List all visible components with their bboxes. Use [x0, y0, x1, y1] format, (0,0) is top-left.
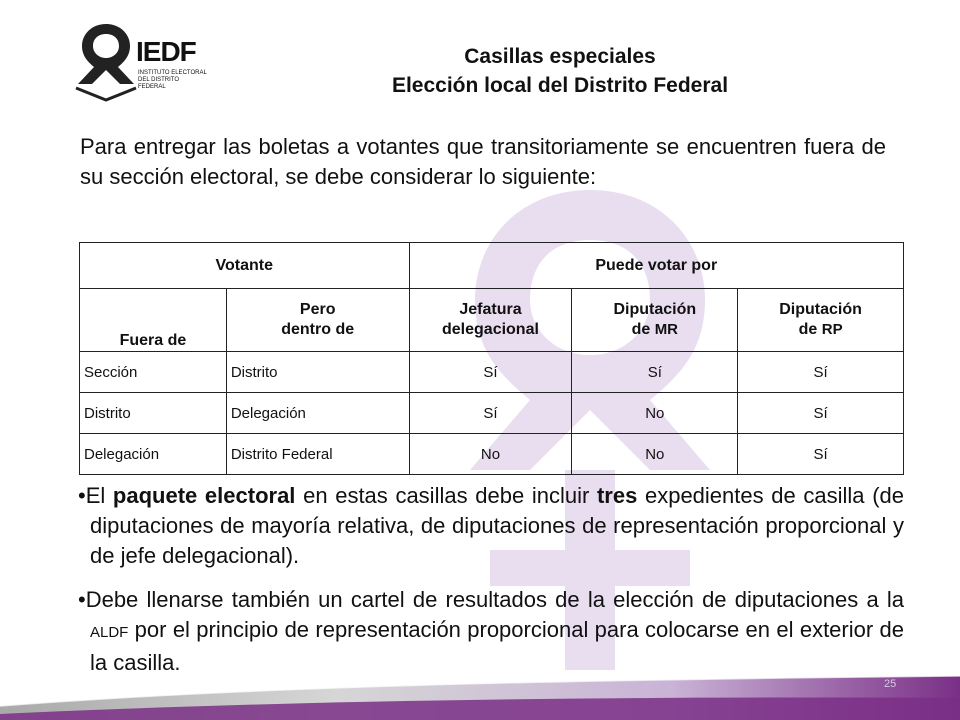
header-diputacion-rp: Diputación de RP [738, 289, 904, 352]
header-puede-votar-por: Puede votar por [409, 243, 903, 289]
slide-title: Casillas especiales Elección local del Distrito Federal [391, 45, 729, 97]
bullet-list [78, 481, 904, 692]
table-row [80, 393, 904, 434]
cell-dentro: Distrito Federal [226, 434, 409, 475]
cell-dentro: Delegación [226, 393, 409, 434]
cell-jefatura: No [409, 434, 572, 475]
header-fuera-de: Fuera de [80, 289, 227, 352]
cell-dentro: Distrito [226, 352, 409, 393]
cell-fuera: Distrito [80, 393, 227, 434]
logo-acronym: IEDF [136, 36, 196, 67]
cell-rp: Sí [738, 434, 904, 475]
cell-jefatura: Sí [409, 393, 572, 434]
iedf-logo [72, 18, 208, 102]
page-number: 25 [884, 678, 897, 690]
cell-mr: Sí [572, 352, 738, 393]
header-votante: Votante [80, 243, 410, 289]
cell-rp: Sí [738, 393, 904, 434]
cell-mr: No [572, 434, 738, 475]
logo-subtitle: INSTITUTO ELECTORAL DEL DISTRITO FEDERAL [138, 70, 207, 90]
bullet-paquete-electoral: •El paquete electoral en estas casillas debe incluir tres expedientes de casilla (de diputaciones de mayoría relativa, de diputaciones de representación proporcional y de jefe delegacional). [78, 483, 904, 568]
header-diputacion-mr: Diputación de MR [572, 289, 738, 352]
header-pero-dentro-de: Pero dentro de [226, 289, 409, 352]
cell-jefatura: Sí [409, 352, 572, 393]
header-jefatura: Jefatura delegacional [409, 289, 572, 352]
bullet-cartel-resultados: •Debe llenarse también un cartel de resultados de la elección de diputaciones a la ALDF por el principio de representación proporcional para colocarse en el exterior de la casilla. [78, 587, 904, 675]
table-row [80, 434, 904, 475]
cell-mr: No [572, 393, 738, 434]
logo-emblem-icon [72, 18, 142, 102]
voting-table [79, 242, 904, 475]
cell-rp: Sí [738, 352, 904, 393]
cell-fuera: Delegación [80, 434, 227, 475]
table-row [80, 352, 904, 393]
intro-paragraph: Para entregar las boletas a votantes que transitoriamente se encuentren fuera de su sección electoral, se debe considerar lo siguiente: [80, 134, 886, 189]
cell-fuera: Sección [80, 352, 227, 393]
